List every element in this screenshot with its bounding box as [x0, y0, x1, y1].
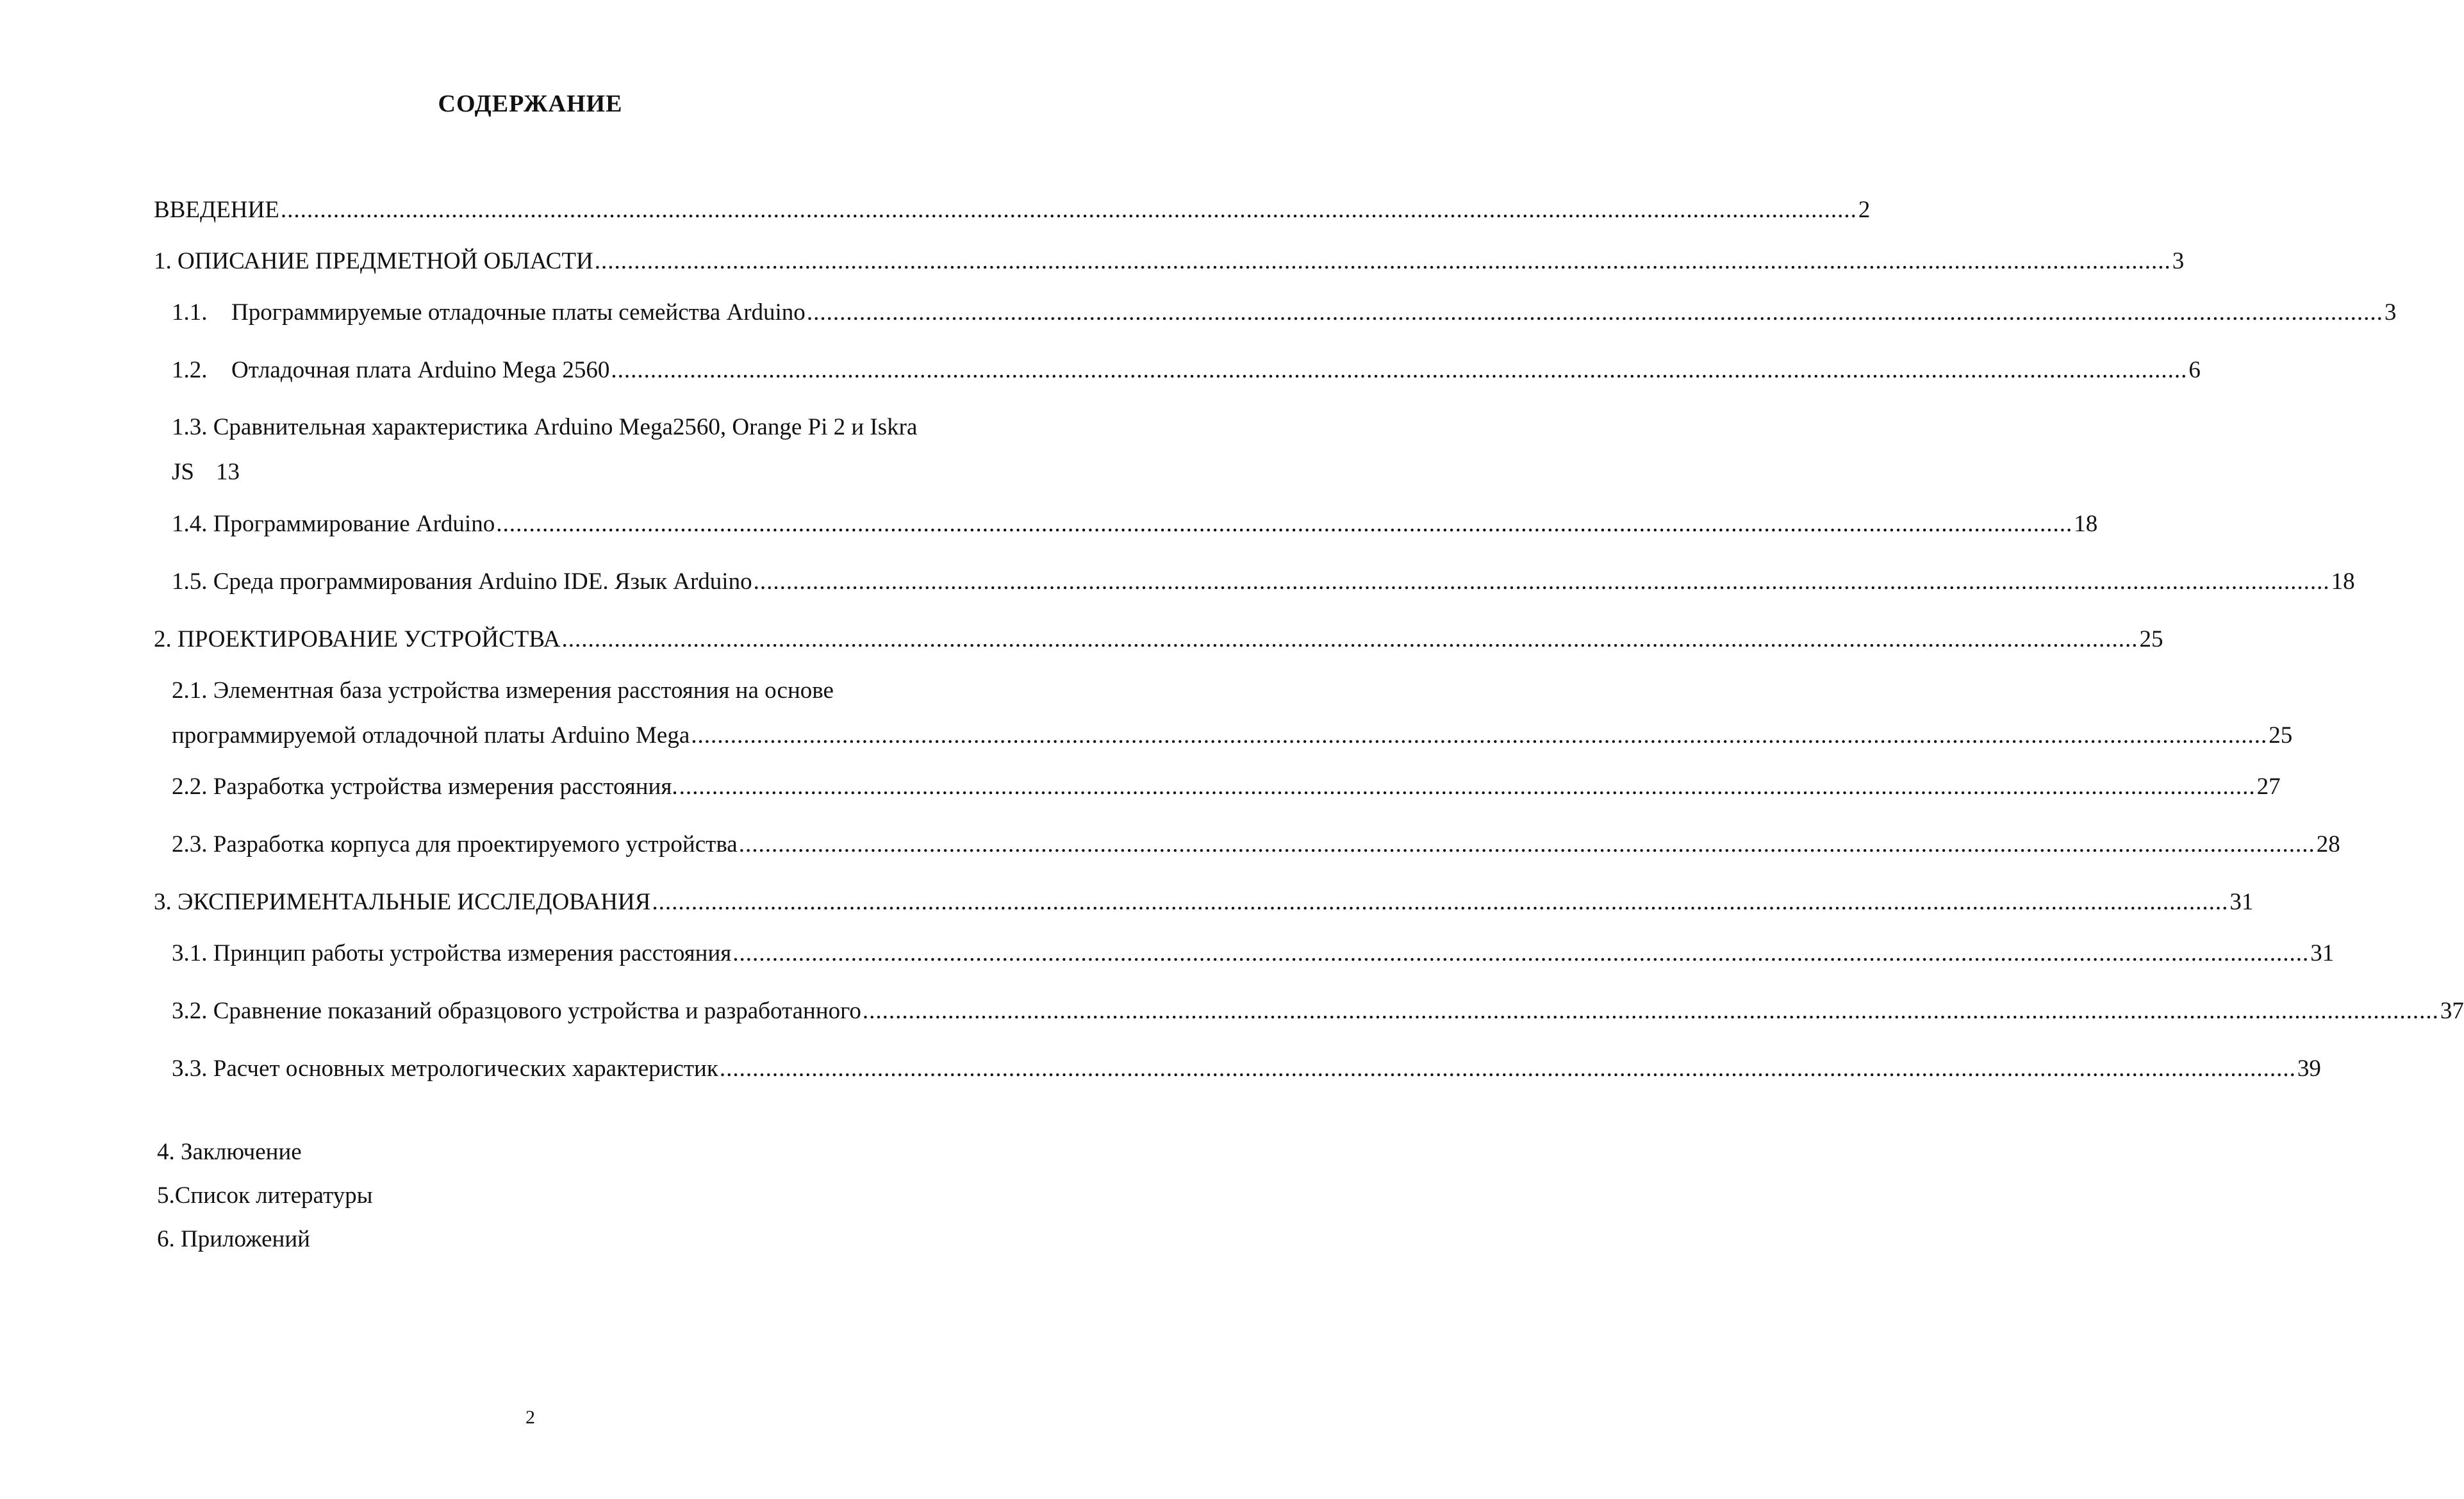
toc-entry-1-2[interactable] [172, 356, 2201, 385]
dot-leader [595, 247, 2171, 276]
dot-leader [863, 997, 2439, 1025]
toc-entry-text: 3. ЭКСПЕРИМЕНТАЛЬНЫЕ ИССЛЕДОВАНИЯ [154, 889, 651, 915]
toc-entry-1-4[interactable] [172, 510, 2098, 538]
toc-entry-text: ВВЕДЕНИЕ [154, 197, 279, 223]
toc-entry-continuation [172, 722, 2293, 750]
toc-entry-page: 28 [2316, 831, 2340, 857]
dot-leader [691, 722, 2267, 750]
toc-entry-text: 2.1. Элементная база устройства измерения расстояния на основе [172, 677, 834, 704]
dot-leader [754, 568, 2330, 596]
dot-leader [281, 196, 1857, 224]
dot-leader [652, 888, 2228, 916]
toc-entry-page: 3 [2384, 299, 2397, 326]
toc-entry-number: 1.2. [172, 357, 208, 383]
toc-entry-2-1[interactable] [172, 677, 2293, 750]
toc-extra-appendices[interactable]: 6. Приложений [157, 1226, 310, 1252]
toc-entry-1-5[interactable] [172, 568, 2355, 596]
toc-entry-page: 37 [2440, 998, 2464, 1024]
toc-entry-3-3[interactable] [172, 1055, 2321, 1083]
toc-entry-introduction[interactable] [154, 196, 1871, 224]
toc-entry-text: 3.1. Принцип работы устройства измерения расстояния [172, 940, 732, 966]
toc-entry-page: 25 [2269, 722, 2293, 749]
dot-leader [611, 356, 2187, 385]
toc-entry-text: Программируемые отладочные платы семейства Arduino [231, 299, 806, 326]
toc-entry-text: Отладочная плата Arduino Mega 2560 [231, 357, 610, 383]
toc-entry-page: 13 [215, 459, 240, 485]
toc-entry-text: 1. ОПИСАНИЕ ПРЕДМЕТНОЙ ОБЛАСТИ [154, 248, 593, 274]
toc-entry-chapter-2[interactable] [154, 625, 2163, 654]
toc-entry-continuation [172, 458, 993, 486]
toc-entry-page: 31 [2310, 940, 2335, 966]
toc-entry-text: 2. ПРОЕКТИРОВАНИЕ УСТРОЙСТВА [154, 626, 561, 652]
dot-leader [739, 831, 2315, 859]
dot-leader [679, 773, 2256, 801]
toc-entry-text: 3.2. Сравнение показаний образцового устройства и разработанного [172, 998, 861, 1024]
toc-entry-page: 6 [2188, 357, 2201, 383]
toc-entry-chapter-1[interactable] [154, 247, 2185, 276]
toc-entry-page: 31 [2229, 889, 2254, 915]
toc-entry-text-cont: JS [172, 459, 194, 485]
toc-entry-page: 2 [1858, 197, 1871, 223]
toc-entry-page: 18 [2331, 568, 2355, 595]
toc-entry-text: 2.3. Разработка корпуса для проектируемого устройства [172, 831, 738, 857]
toc-entry-text: 2.2. Разработка устройства измерения расстояния. [172, 774, 678, 800]
toc-entry-text: 1.4. Программирование Arduino [172, 511, 495, 537]
toc-entry-text-cont: программируемой отладочной платы Arduino Mega [172, 722, 690, 749]
toc-entry-2-3[interactable] [172, 831, 2340, 859]
dot-leader [807, 299, 2383, 327]
toc-entry-number: 1.1. [172, 299, 208, 326]
toc-entry-page: 27 [2256, 774, 2281, 800]
toc-entry-chapter-3[interactable] [154, 888, 2254, 916]
toc-extra-references[interactable]: 5.Список литературы [157, 1182, 373, 1209]
toc-entry-text: 1.5. Среда программирования Arduino IDE. Язык Arduino [172, 568, 752, 595]
toc-entry-1-3[interactable] [172, 413, 993, 486]
toc-entry-page: 18 [2074, 511, 2098, 537]
dot-leader [496, 510, 2072, 538]
toc-entry-3-2[interactable] [172, 997, 2464, 1025]
toc-entry-page: 25 [2139, 626, 2163, 652]
page-number: 2 [525, 1407, 535, 1428]
toc-entry-text: 3.3. Расчет основных метрологических характеристик [172, 1056, 718, 1082]
toc-entry-page: 3 [2172, 248, 2185, 274]
dot-leader [720, 1055, 2296, 1083]
toc-entry-3-1[interactable] [172, 940, 2335, 968]
page-title: СОДЕРЖАНИЕ [438, 90, 623, 117]
toc-entry-text: 1.3. Сравнительная характеристика Arduino Mega2560, Orange Pi 2 и Iskra [172, 414, 918, 440]
toc-extra-conclusion[interactable]: 4. Заключение [157, 1139, 302, 1165]
toc-entry-1-1[interactable] [172, 299, 2397, 327]
dot-leader [732, 940, 2309, 968]
dot-leader [561, 625, 2138, 654]
toc-entry-page: 39 [2297, 1056, 2321, 1082]
toc-entry-2-2[interactable] [172, 773, 2281, 801]
